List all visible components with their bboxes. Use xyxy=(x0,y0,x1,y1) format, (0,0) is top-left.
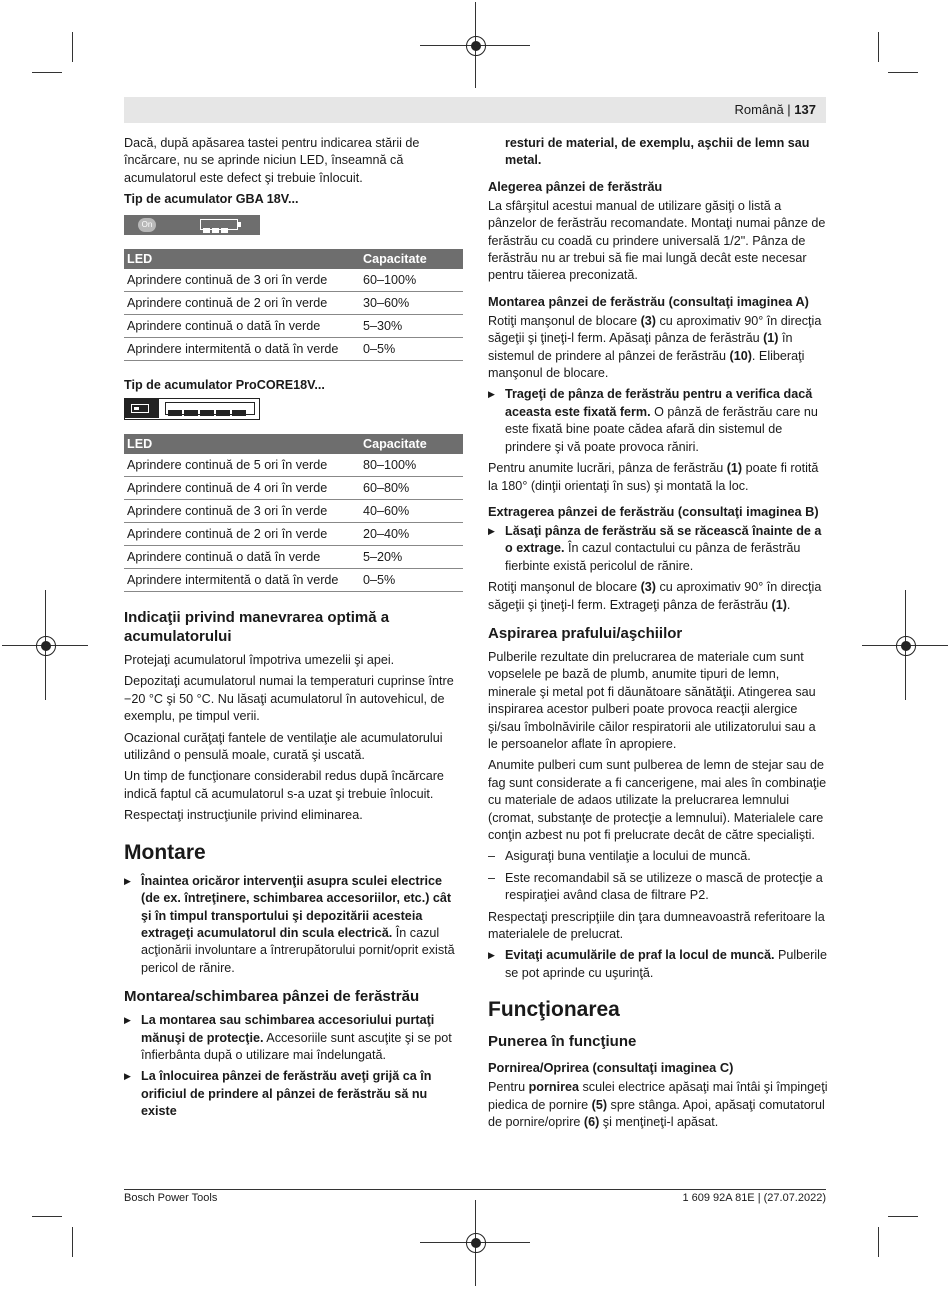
paragraph: Dacă, după apăsarea tastei pentru indicarea stării de încărcare, nu se aprinde niciun LED, înseamnă că acumulatorul este defect şi trebuie înlocuit. xyxy=(124,136,420,185)
chapter-heading: Funcţionarea xyxy=(488,998,620,1022)
registration-mark-icon xyxy=(896,636,916,656)
paragraph: Depozitaţi acumulatorul numai la temperaturi cuprinse între −20 °C şi 50 °C. Nu lăsaţi acumulatorul în autovehicul, de exemplu, pe timpul verii. xyxy=(124,674,454,724)
battery-type-title: Tip de acumulator GBA 18V... xyxy=(124,192,299,207)
crop-mark xyxy=(888,72,918,73)
table-header: Capacitate xyxy=(360,249,463,269)
table-row xyxy=(124,291,463,314)
paragraph: Respectaţi prescripţiile din ţara dumneavoastră referitoare la materialele de prelucrat. xyxy=(488,909,825,942)
footer-publisher: Bosch Power Tools xyxy=(124,1192,218,1204)
crop-mark xyxy=(32,1216,62,1217)
right-column xyxy=(488,135,828,1135)
subsection-heading: Alegerea pânzei de ferăstrău xyxy=(488,178,663,194)
paragraph: Pentru pornirea sculei electrice apăsaţi mai întâi şi împingeţi piedica de pornire (5) spre stânga. Apoi, apăsaţi comutatorul de pornire/oprire (6) şi menţineţi-l apăsat. xyxy=(488,1080,828,1130)
warning-bullet: ▶ Lăsaţi pânza de ferăstrău să se răcească înainte de a o extrage. În cazul contactului cu pânza de ferăstrău fierbinte există pericolul de rănire. xyxy=(488,523,828,575)
paragraph: Pentru anumite lucrări, pânza de ferăstrău (1) poate fi rotită la 180° (dinţii orientaţi în sus) şi montată la loc. xyxy=(488,461,819,493)
table-row xyxy=(124,269,463,292)
table-row xyxy=(124,569,463,592)
table-header: Capacitate xyxy=(360,434,463,454)
registration-mark-icon xyxy=(466,1233,486,1253)
warning-bullet xyxy=(124,1068,464,1120)
footer-divider xyxy=(124,1189,826,1190)
dash-item: – Asiguraţi buna ventilaţie a locului de muncă. xyxy=(488,848,828,865)
paragraph: Un timp de funcţionare considerabil redus după încărcare indică faptul că acumulatorul s-a uzat şi trebuie înlocuit. xyxy=(124,769,444,801)
warning-continuation: resturi de material, de exemplu, aşchii de lemn sau metal. xyxy=(505,136,810,168)
table-row xyxy=(124,477,463,500)
battery-gauge-gba xyxy=(124,215,260,235)
crop-mark xyxy=(888,1216,918,1217)
table-cell: Aprindere continuă de 5 ori în verde xyxy=(124,454,360,477)
warning-bullet xyxy=(124,1012,464,1064)
table-header: LED xyxy=(124,249,360,269)
paragraph: Ocazional curăţaţi fantele de ventilaţie ale acumulatorului utilizând o pensulă moale, curată şi uscată. xyxy=(124,730,443,763)
table-row xyxy=(124,523,463,546)
table-cell: Aprindere continuă o dată în verde xyxy=(124,314,360,337)
header-language: Română xyxy=(734,102,784,117)
paragraph: Protejaţi acumulatorul împotriva umezelii şi apei. xyxy=(124,653,395,668)
registration-mark-icon xyxy=(36,636,56,656)
section-heading: Aspirarea prafului/aşchiilor xyxy=(488,624,683,642)
crop-mark xyxy=(878,1227,879,1257)
section-heading: Punerea în funcţiune xyxy=(488,1033,637,1051)
table-cell: 60–100% xyxy=(360,269,463,292)
table-cell: Aprindere intermitentă o dată în verde xyxy=(124,337,360,360)
table-row xyxy=(124,314,463,337)
table-row xyxy=(124,454,463,477)
paragraph: Respectaţi instrucţiunile privind eliminarea. xyxy=(124,808,363,823)
crop-mark xyxy=(878,32,879,62)
battery-type-title: Tip de acumulator ProCORE18V... xyxy=(124,377,325,392)
warning-bold: La înlocuirea pânzei de ferăstrău aveţi grijă ca în orificiul de prindere al pânzei de ferăstrău să nu existe xyxy=(141,1069,432,1119)
table-cell: 0–5% xyxy=(360,569,463,592)
crop-mark xyxy=(32,72,62,73)
warning-text: În cazul acţionării involuntare a întrerupătorului pornit/oprit există pericol de rănire. xyxy=(141,925,455,975)
paragraph: La sfârşitul acestui manual de utilizare găsiţi o listă a pânzelor de ferăstrău recomandate. Montaţi numai pânze de ferăstrău cu coadă cu prindere universală 1/2". Pânza de ferăstrău nu ar trebui să fie mai lungă decât este necesar pentru tăierea preconizată. xyxy=(488,198,826,283)
paragraph: Rotiţi manşonul de blocare (3) cu aproximativ 90° în direcţia săgeţii şi ţineţi-l ferm. Extrageţi pânza de ferăstrău (1). xyxy=(488,580,822,612)
table-cell: Aprindere continuă de 2 ori în verde xyxy=(124,291,360,314)
battery-icon xyxy=(131,404,149,413)
table-cell: 5–20% xyxy=(360,546,463,569)
paragraph: Pulberile rezultate din prelucrarea de materiale cum sunt vopselele pe bază de plumb, anumite tipuri de lemn, minerale şi metal pot fi dăunătoare sănătăţii. Atingerea sau inspirarea acestor pulberi poate provoca reacţii alergice şi/sau îmbolnăvirile căilor respiratorii ale utilizatorului sau a le persoanelor aflate în apropiere. xyxy=(488,649,816,751)
subsection-heading: Extragerea pânzei de ferăstrău (consultaţi imaginea B) xyxy=(488,503,819,519)
page-number: 137 xyxy=(794,102,816,117)
table-cell: 0–5% xyxy=(360,337,463,360)
chapter-heading: Montare xyxy=(124,840,206,864)
table-cell: Aprindere continuă o dată în verde xyxy=(124,546,360,569)
table-cell: Aprindere continuă de 3 ori în verde xyxy=(124,500,360,523)
table-cell: 80–100% xyxy=(360,454,463,477)
table-cell: 5–30% xyxy=(360,314,463,337)
subsection-heading: Montarea pânzei de ferăstrău (consultaţi imaginea A) xyxy=(488,293,809,309)
table-cell: Aprindere continuă de 3 ori în verde xyxy=(124,269,360,292)
table-header: LED xyxy=(124,434,360,454)
led-capacity-table-1 xyxy=(124,249,463,361)
footer-doc-id: 1 609 92A 81E | (27.07.2022) xyxy=(682,1192,826,1204)
registration-mark-icon xyxy=(466,36,486,56)
crop-mark xyxy=(72,32,73,62)
battery-icon xyxy=(200,219,238,230)
paragraph: Anumite pulberi cum sunt pulberea de lemn de stejar sau de fag sunt considerate a fi cancerigene, mai ales în combinaţie cu materiale de adaos utilizate la prelucrarea lemnului (cromat, substanţe de protecţie a lemnului). Materialele care conţin azbest nu pot fi prelucrate decât de către specialişti. xyxy=(488,758,827,842)
warning-bold: Înaintea oricăror intervenţii asupra sculei electrice (de ex. întreţinere, schimbarea accesoriilor, etc.) cât şi în timpul transportului şi depozitării acesteia extrageţi acumulatorul din scula electrică. xyxy=(141,873,452,940)
table-cell: 20–40% xyxy=(360,523,463,546)
charge-level-bar-icon xyxy=(165,402,255,415)
subsection-heading: Pornirea/Oprirea (consultaţi imaginea C) xyxy=(488,1060,734,1076)
warning-bullet: ▶ Evitaţi acumulările de praf la locul de muncă. Pulberile se pot aprinde cu uşurinţă. xyxy=(488,947,828,982)
section-heading: Montarea/schimbarea pânzei de ferăstrău xyxy=(124,988,420,1006)
page-header xyxy=(124,97,826,123)
table-cell: 30–60% xyxy=(360,291,463,314)
on-button-icon: On xyxy=(138,218,156,232)
section-heading: Indicaţii privind manevrarea optimă a acumulatorului xyxy=(124,609,390,646)
table-row xyxy=(124,500,463,523)
table-cell: 60–80% xyxy=(360,477,463,500)
table-cell: Aprindere continuă de 4 ori în verde xyxy=(124,477,360,500)
left-column xyxy=(124,135,464,1125)
warning-text: Accesoriile sunt ascuţite şi se pot înfierbânta după o utilizare mai îndelungată. xyxy=(141,1030,452,1062)
warning-bullet xyxy=(124,873,464,977)
warning-bullet: ▶ Trageţi de pânza de ferăstrău pentru a verifica dacă aceasta este fixată ferm. O pânză de ferăstrău care nu este fixată bine poate cădea afară din sistemul de prindere şi vă poate provoca răniri. xyxy=(488,386,828,456)
battery-gauge-procore xyxy=(124,398,260,420)
table-row xyxy=(124,546,463,569)
paragraph: Rotiţi manşonul de blocare (3) cu aproximativ 90° în direcţia săgeţii şi ţineţi-l ferm. Apăsaţi pânza de ferăstrău (1) în sistemul de prindere al pânzei de ferăstrău (10). Eliberaţi manşonul de blocare. xyxy=(488,313,822,381)
led-capacity-table-2 xyxy=(124,434,463,592)
table-cell: 40–60% xyxy=(360,500,463,523)
dash-item: – Este recomandabil să se utilizeze o mască de protecţie a respiraţiei având clasa de filtrare P2. xyxy=(488,870,828,905)
crop-mark xyxy=(72,1227,73,1257)
table-row xyxy=(124,337,463,360)
header-text: Română | 137 xyxy=(734,102,816,117)
table-cell: Aprindere continuă de 2 ori în verde xyxy=(124,523,360,546)
warning-bold: La montarea sau schimbarea accesoriului purtaţi mănuşi de protecţie. xyxy=(141,1013,435,1045)
table-cell: Aprindere intermitentă o dată în verde xyxy=(124,569,360,592)
